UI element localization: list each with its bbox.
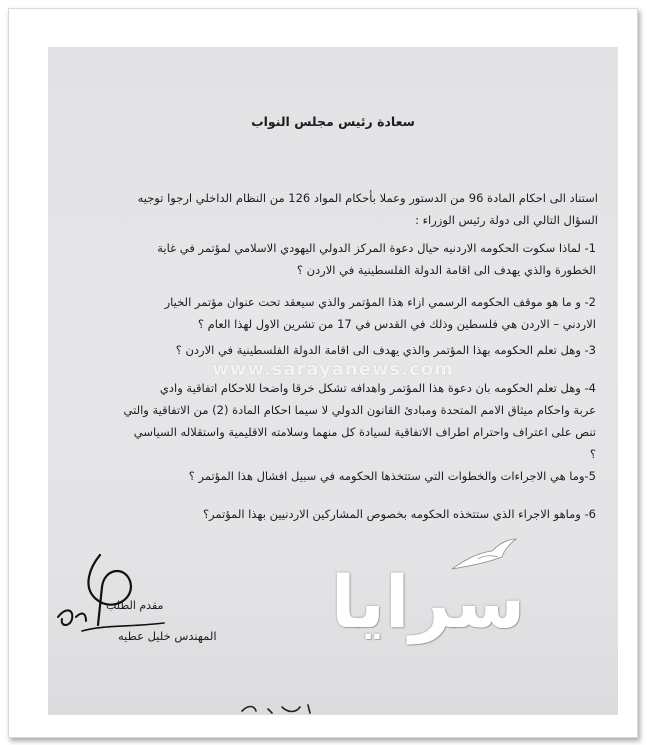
saraya-logo xyxy=(318,535,538,665)
cropped-handwriting xyxy=(238,701,318,715)
question-6-line-1: 6- وماهو الاجراء الذي ستتخذه الحكومه بخصوص المشاركين الاردنيين بهذا المؤتمر؟ xyxy=(202,507,596,521)
question-4-line-4: ؟ xyxy=(589,447,596,461)
question-5-line-1: 5-وما هي الاجراءات والخطوات التي ستتخذها الحكومه في سبيل افشال هذا المؤتمر ؟ xyxy=(188,469,596,483)
question-2-line-2: الاردني – الاردن هي فلسطين وذلك في القدس في 17 من تشرين الاول لهذا العام ؟ xyxy=(197,317,596,331)
question-4-line-3: تنص على اعتراف واحترام اطراف الاتفاقية لسيادة كل منهما وسلامته الاقليمية واستقلاله السياسي xyxy=(133,425,596,439)
question-1-line-2: الخطورة والذي يهدف الى اقامة الدولة الفلسطينية في الاردن ؟ xyxy=(296,263,596,277)
logo-text: سرايا xyxy=(330,560,526,644)
intro-line-1: استناد الى احكام المادة 96 من الدستور وعملا بأحكام المواد 126 من النظام الداخلي ارجوا توجيه xyxy=(137,191,598,205)
document-paper xyxy=(48,47,618,715)
question-3-line-1: 3- وهل تعلم الحكومه بهذا المؤتمر والذي يهدف الى اقامة الدولة الفلسطينية في الاردن ؟ xyxy=(175,343,596,357)
handwritten-signature xyxy=(52,547,172,637)
photo-frame xyxy=(8,8,638,738)
signature-label: مقدم الطلب xyxy=(106,599,164,612)
signer-name: المهندس خليل عطيه xyxy=(118,629,217,643)
watermark-url: www.sarayanews.com xyxy=(212,359,454,380)
question-2-line-1: 2- و ما هو موقف الحكومه الرسمي ازاء هذا المؤتمر والذي سيعقد تحت عنوان مؤتمر الخيار xyxy=(164,295,596,309)
question-4-line-1: 4- وهل تعلم الحكومه بان دعوة هذا المؤتمر واهدافه تشكل خرقا واضحا للاحكام اتفاقية وادي xyxy=(159,381,596,395)
question-4-line-2: عربة واحكام ميثاق الامم المتحدة ومبادئ القانون الدولي لا سيما احكام المادة (2) من الاتفاقية والتي xyxy=(123,403,596,417)
question-1-line-1: 1- لماذا سكوت الحكومه الاردنيه حيال دعوة المركز الدولي اليهودي الاسلامي لمؤتمر في غاية xyxy=(157,241,596,255)
letter-title: سعادة رئيس مجلس النواب xyxy=(251,114,415,129)
intro-line-2: السؤال التالي الى دولة رئيس الوزراء : xyxy=(415,213,598,227)
